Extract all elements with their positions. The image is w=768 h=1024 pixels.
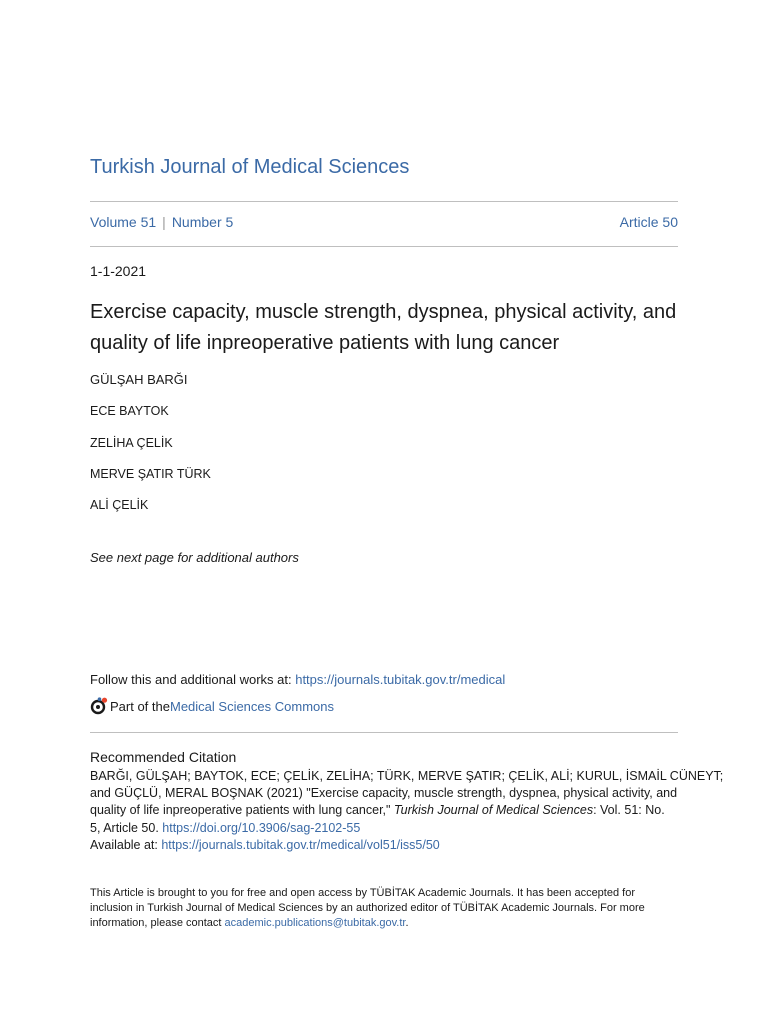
available-link[interactable]: https://journals.tubitak.gov.tr/medical/vol51/iss5/50 [161, 837, 440, 852]
citation-line [90, 837, 680, 854]
follow-line [90, 672, 505, 687]
commons-link[interactable]: Medical Sciences Commons [169, 698, 334, 714]
doi-link[interactable]: https://doi.org/10.3906/sag-2102-55 [162, 820, 361, 835]
citation-line: and GÜÇLÜ, MERAL BOŞNAK (2021) "Exercise capacity, muscle strength, dyspnea, physical activity, and [90, 786, 678, 801]
notice-line [90, 916, 680, 931]
author-name: MERVE ŞATIR TÜRK [90, 466, 211, 481]
citation-fragment: : Vol. 51: No. [593, 803, 665, 818]
follow-link[interactable]: https://journals.tubitak.gov.tr/medical [295, 672, 506, 687]
divider-top [90, 201, 678, 202]
citation-line [90, 802, 680, 819]
number-link[interactable]: Number 5 [171, 214, 234, 230]
article-title-line: quality of life inpreoperative patients with lung cancer [90, 332, 560, 354]
article-title [90, 297, 678, 359]
available-prefix: Available at: [90, 837, 162, 852]
issue-meta [90, 214, 678, 230]
citation-fragment: quality of life inpreoperative patients with lung cancer," [90, 803, 394, 818]
author-name: ALİ ÇELİK [90, 498, 149, 513]
divider-citation [90, 732, 678, 733]
additional-authors-note: See next page for additional authors [90, 550, 299, 565]
author-name: GÜLŞAH BARĞI [90, 372, 188, 387]
commons-network-icon [90, 697, 108, 715]
divider-meta [90, 246, 678, 247]
notice-line: inclusion in Turkish Journal of Medical Sciences by an authorized editor of TÜBİTAK Academic Journals. For more [90, 902, 645, 914]
meta-separator: | [162, 214, 166, 230]
recommended-citation-heading: Recommended Citation [90, 749, 237, 765]
part-of-line [90, 697, 334, 715]
contact-email-link[interactable]: academic.publications@tubitak.gov.tr [224, 917, 406, 929]
author-name: ECE BAYTOK [90, 404, 169, 419]
notice-line: This Article is brought to you for free and open access by TÜBİTAK Academic Journals. It has been accepted for [90, 887, 635, 899]
author-name: ZELİHA ÇELİK [90, 435, 173, 450]
part-of-prefix: Part of the [110, 698, 170, 714]
citation-text [90, 768, 724, 854]
article-title-line: Exercise capacity, muscle strength, dyspnea, physical activity, and [90, 301, 677, 323]
article-link[interactable]: Article 50 [619, 214, 678, 230]
author-list [90, 370, 211, 526]
notice-fragment: information, please contact [90, 917, 225, 929]
journal-title-link[interactable]: Turkish Journal of Medical Sciences [90, 156, 410, 178]
follow-prefix: Follow this and additional works at: [90, 672, 296, 687]
citation-line [90, 820, 680, 837]
notice-fragment: . [405, 917, 409, 929]
publication-date: 1-1-2021 [90, 263, 147, 279]
citation-fragment: 5, Article 50. [90, 820, 163, 835]
open-access-notice [90, 886, 680, 931]
citation-journal: Turkish Journal of Medical Sciences [393, 803, 594, 818]
volume-link[interactable]: Volume 51 [90, 214, 157, 230]
citation-line: BARĞI, GÜLŞAH; BAYTOK, ECE; ÇELİK, ZELİHA; TÜRK, MERVE ŞATIR; ÇELİK, ALİ; KURUL, İSMAİL CÜNEYT; [90, 769, 724, 783]
